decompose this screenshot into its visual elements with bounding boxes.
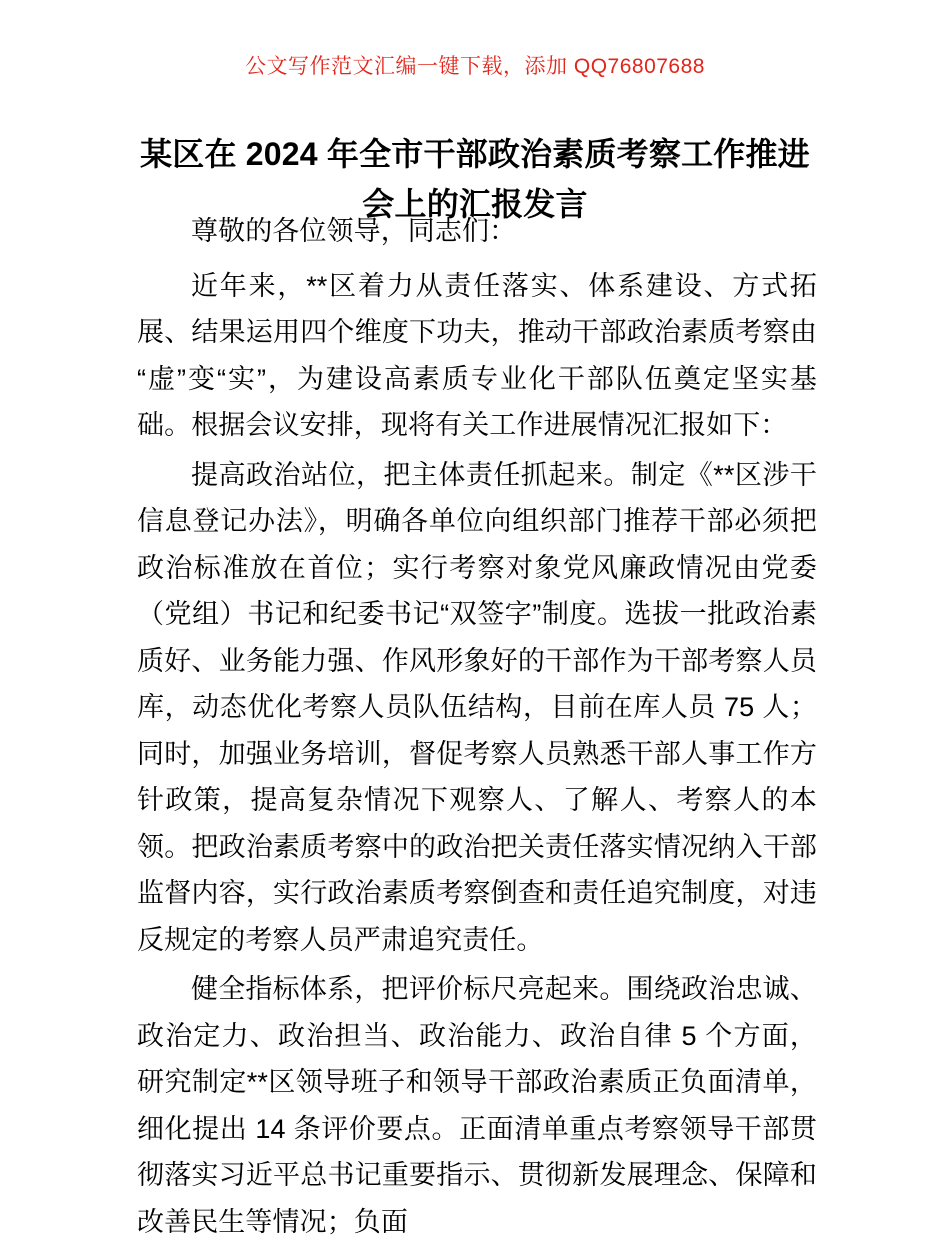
salutation-line: 尊敬的各位领导，同志们： (191, 216, 517, 246)
promo-header-text: 公文写作范文汇编一键下载，添加 QQ76807688 (245, 55, 705, 78)
body-paragraph: 近年来，**区着力从责任落实、体系建设、方式拓展、结果运用四个维度下功夫，推动干部政治素质考察由“虚”变“实”，为建设高素质专业化干部队伍奠定坚实基础。根据会议安排，现将有关工作进展情况汇报如下： (137, 270, 817, 440)
document-title: 某区在 2024 年全市干部政治素质考察工作推进会上的汇报发言 (140, 136, 810, 223)
body-paragraph: 健全指标体系，把评价标尺亮起来。围绕政治忠诚、政治定力、政治担当、政治能力、政治自律 5 个方面，研究制定**区领导班子和领导干部政治素质正负面清单，细化提出 14 条评价要点。正面清单重点考察领导干部贯彻落实习近平总书记重要指示、贯彻新发展理念、保障和改善民生等情况；负面 (137, 974, 817, 1237)
document-body (137, 208, 817, 1245)
body-paragraph: 提高政治站位，把主体责任抓起来。制定《**区涉干信息登记办法》，明确各单位向组织部门推荐干部必须把政治标准放在首位；实行考察对象党风廉政情况由党委（党组）书记和纪委书记“双签字”制度。选拔一批政治素质好、业务能力强、作风形象好的干部作为干部考察人员库，动态优化考察人员队伍结构，目前在库人员 75 人；同时，加强业务培训，督促考察人员熟悉干部人事工作方针政策，提高复杂情况下观察人、了解人、考察人的本领。把政治素质考察中的政治把关责任落实情况纳入干部监督内容，实行政治素质考察倒查和责任追究制度，对违反规定的考察人员严肃追究责任。 (137, 459, 817, 955)
